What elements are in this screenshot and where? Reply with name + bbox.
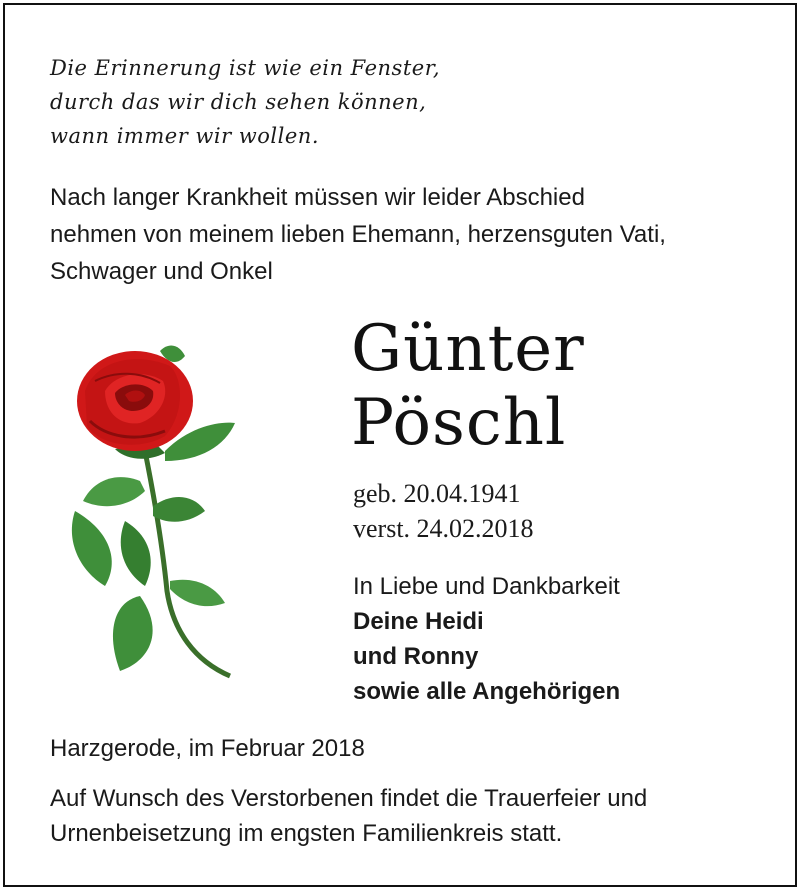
intro-text bbox=[50, 179, 770, 290]
poem-line: wann immer wir wollen. bbox=[50, 124, 319, 148]
life-dates bbox=[353, 476, 534, 546]
red-rose-icon bbox=[45, 331, 255, 681]
intro-line: Nach langer Krankheit müssen wir leider Abschied bbox=[50, 184, 585, 211]
poem bbox=[50, 51, 440, 153]
mourner-name: sowie alle Angehörigen bbox=[353, 678, 621, 705]
obituary-frame bbox=[3, 3, 797, 887]
mourners bbox=[353, 569, 620, 709]
mourner-name: Deine Heidi bbox=[353, 608, 484, 635]
rose-leaf bbox=[153, 497, 205, 522]
intro-line: Schwager und Onkel bbox=[50, 258, 273, 285]
rose-stem bbox=[145, 451, 230, 676]
first-name: Günter bbox=[351, 312, 585, 386]
funeral-notice bbox=[50, 781, 647, 851]
death-date: verst. 24.02.2018 bbox=[353, 514, 534, 543]
rose-leaf bbox=[113, 596, 153, 671]
rose-leaf bbox=[121, 521, 151, 586]
rose-leaf bbox=[72, 511, 112, 586]
notice-line: Urnenbeisetzung im engsten Familienkreis statt. bbox=[50, 820, 563, 847]
mourners-intro: In Liebe und Dankbarkeit bbox=[353, 573, 620, 600]
rose-leaf bbox=[83, 477, 145, 506]
poem-line: durch das wir dich sehen können, bbox=[50, 90, 427, 114]
notice-line: Auf Wunsch des Verstorbenen findet die Trauerfeier und bbox=[50, 785, 648, 812]
last-name: Pöschl bbox=[351, 386, 567, 460]
poem-line: Die Erinnerung ist wie ein Fenster, bbox=[50, 56, 441, 80]
mourner-name: und Ronny bbox=[353, 643, 479, 670]
birth-date: geb. 20.04.1941 bbox=[353, 479, 521, 508]
place-date: Harzgerode, im Februar 2018 bbox=[50, 735, 365, 762]
deceased-name bbox=[351, 312, 585, 460]
intro-line: nehmen von meinem lieben Ehemann, herzensguten Vati, bbox=[50, 221, 666, 248]
rose-leaf bbox=[170, 580, 225, 606]
